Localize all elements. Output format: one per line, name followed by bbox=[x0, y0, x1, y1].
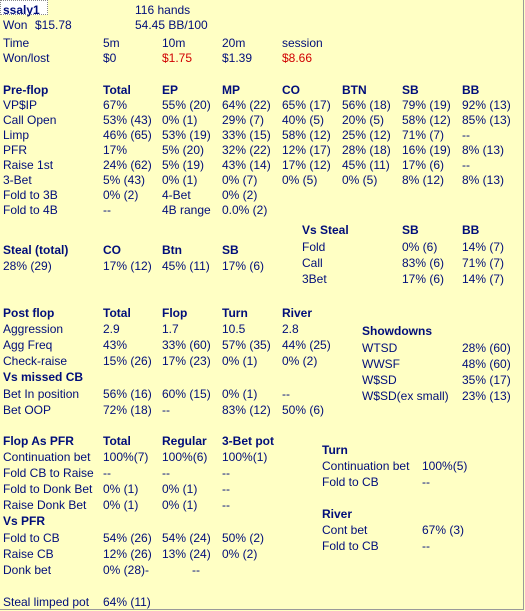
stat-cell: 85% (13) bbox=[462, 113, 511, 127]
period-10m: 10m bbox=[162, 36, 186, 50]
stat-cell: 79% (19) bbox=[402, 98, 451, 112]
stat-cell: 17% (12) bbox=[103, 259, 152, 273]
row-label: Donk bet bbox=[3, 563, 52, 577]
steal-col-co: CO bbox=[103, 243, 121, 257]
postflop-col-turn: Turn bbox=[222, 306, 248, 320]
river-title: River bbox=[322, 507, 353, 521]
stat-cell: 0% (1) bbox=[162, 482, 198, 496]
row-label: Raise CB bbox=[3, 547, 54, 561]
stat-cell: -- bbox=[462, 128, 470, 142]
stat-cell: 0% (2) bbox=[222, 547, 258, 561]
stat-cell: 15% (26) bbox=[103, 354, 152, 368]
stat-cell: -- bbox=[103, 466, 111, 480]
steal-title: Steal (total) bbox=[3, 243, 69, 257]
vs-pfr-title: Vs PFR bbox=[3, 514, 46, 528]
row-label: Raise Donk Bet bbox=[3, 498, 87, 512]
stat-cell: 58% (12) bbox=[402, 113, 451, 127]
stat-cell: -- bbox=[222, 498, 230, 512]
row-label: Continuation bet bbox=[3, 450, 91, 464]
stat-cell: 0% (1) bbox=[162, 173, 198, 187]
stat-cell: -- bbox=[222, 466, 230, 480]
hands-count: 116 hands bbox=[135, 3, 191, 17]
stat-cell: 43% bbox=[103, 338, 128, 352]
stat-cell: 0% (1) bbox=[162, 113, 198, 127]
four-bet-range-label: 4B range bbox=[162, 203, 211, 217]
stat-cell: -- bbox=[422, 539, 430, 553]
stat-cell: 0% (5) bbox=[282, 173, 318, 187]
stat-cell: 57% (35) bbox=[222, 338, 271, 352]
row-label: Fold CB to Raise bbox=[3, 466, 94, 480]
row-label: Fold to 3B bbox=[3, 188, 58, 202]
wonlost-session: $8.66 bbox=[282, 51, 313, 65]
stat-cell: 60% (15) bbox=[162, 387, 211, 401]
stat-cell: 71% (7) bbox=[462, 256, 505, 270]
player-name: ssaly1 bbox=[3, 3, 40, 17]
stat-cell: 20% (5) bbox=[342, 113, 385, 127]
stat-cell: -- bbox=[162, 403, 170, 417]
row-label: Limp bbox=[3, 128, 30, 142]
stat-cell: 83% (6) bbox=[402, 256, 445, 270]
time-label: Time bbox=[3, 36, 30, 50]
stat-cell: 53% (19) bbox=[162, 128, 211, 142]
vs-steal-col-bb: BB bbox=[462, 223, 480, 237]
stat-cell: 0% (2) bbox=[222, 188, 258, 202]
flop-pfr-title: Flop As PFR bbox=[3, 434, 74, 448]
four-bet-label: 4-Bet bbox=[162, 188, 191, 202]
period-session: session bbox=[282, 36, 323, 50]
wonlost-20m: $1.39 bbox=[222, 51, 253, 65]
stat-cell: 48% (60) bbox=[462, 357, 511, 371]
stat-cell: 23% (13) bbox=[462, 389, 511, 403]
row-label: Fold to 4B bbox=[3, 203, 58, 217]
stat-cell: 0.0% (2) bbox=[222, 203, 268, 217]
stat-cell: 13% (24) bbox=[162, 547, 211, 561]
stat-cell: 0% (2) bbox=[103, 188, 139, 202]
stat-cell: 17% (23) bbox=[162, 354, 211, 368]
stat-cell: 92% (13) bbox=[462, 98, 511, 112]
stat-cell: 24% (62) bbox=[103, 158, 152, 172]
stat-cell: 17% bbox=[103, 143, 128, 157]
postflop-col-total: Total bbox=[103, 306, 131, 320]
stat-cell: 14% (7) bbox=[462, 240, 505, 254]
preflop-col-bb: BB bbox=[462, 83, 480, 97]
row-label: 3Bet bbox=[302, 272, 327, 286]
stat-cell: 0% (1) bbox=[162, 498, 198, 512]
preflop-col-btn: BTN bbox=[342, 83, 367, 97]
stat-cell: 65% (17) bbox=[282, 98, 331, 112]
stat-cell: 72% (18) bbox=[103, 403, 152, 417]
row-label: Fold to CB bbox=[322, 475, 379, 489]
stat-cell: -- bbox=[162, 466, 170, 480]
stat-cell: 28% (60) bbox=[462, 341, 511, 355]
turn-title: Turn bbox=[322, 443, 348, 457]
row-label: Fold to CB bbox=[322, 539, 379, 553]
row-label: Fold to Donk Bet bbox=[3, 482, 93, 496]
stat-cell: 17% (12) bbox=[282, 158, 331, 172]
row-label: VP$IP bbox=[3, 98, 38, 112]
stat-cell: 33% (60) bbox=[162, 338, 211, 352]
row-label: Check-raise bbox=[3, 354, 68, 368]
stat-cell: 14% (7) bbox=[462, 272, 505, 286]
stat-cell: 43% (14) bbox=[222, 158, 271, 172]
stat-cell: 45% (11) bbox=[342, 158, 390, 172]
row-label: 3-Bet bbox=[3, 173, 32, 187]
stat-cell: 5% (19) bbox=[162, 158, 205, 172]
stat-cell: 2.8 bbox=[282, 322, 299, 336]
row-label: WTSD bbox=[362, 341, 398, 355]
stat-cell: 46% (65) bbox=[103, 128, 152, 142]
stat-cell: 2.9 bbox=[103, 322, 120, 336]
row-label: PFR bbox=[3, 143, 27, 157]
period-5m: 5m bbox=[103, 36, 120, 50]
stat-cell: 40% (5) bbox=[282, 113, 325, 127]
stat-cell: 0% (2) bbox=[282, 354, 318, 368]
wonlost-5m: $0 bbox=[103, 51, 117, 65]
stat-cell: 16% (19) bbox=[402, 143, 451, 157]
stat-cell: 10.5 bbox=[222, 322, 246, 336]
row-label: Cont bet bbox=[322, 523, 368, 537]
preflop-col-co: CO bbox=[282, 83, 300, 97]
row-label: Call Open bbox=[3, 113, 57, 127]
preflop-col-total: Total bbox=[103, 83, 131, 97]
stat-cell: 32% (22) bbox=[222, 143, 271, 157]
stat-cell: 0% (5) bbox=[342, 173, 378, 187]
stat-cell: 1.7 bbox=[162, 322, 179, 336]
stat-cell: 83% (12) bbox=[222, 403, 271, 417]
stat-cell: 67% bbox=[103, 98, 128, 112]
preflop-col-ep: EP bbox=[162, 83, 179, 97]
postflop-col-flop: Flop bbox=[162, 306, 188, 320]
stat-cell: 50% (6) bbox=[282, 403, 325, 417]
steal-limped-label: Steal limped pot bbox=[3, 595, 90, 609]
stat-cell: 67% (3) bbox=[422, 523, 465, 537]
stat-cell: 100%(6) bbox=[162, 450, 208, 464]
row-label: W$SD(ex small) bbox=[362, 389, 449, 403]
preflop-col-mp: MP bbox=[222, 83, 240, 97]
stat-cell: 100%(1) bbox=[222, 450, 268, 464]
stat-cell: 0% (1) bbox=[103, 498, 139, 512]
flop-pfr-col-regular: Regular bbox=[162, 434, 207, 448]
stat-cell: 0% (6) bbox=[402, 240, 438, 254]
steal-col-btn: Btn bbox=[162, 243, 182, 257]
row-label: Fold bbox=[302, 240, 326, 254]
stat-cell: 56% (18) bbox=[342, 98, 391, 112]
preflop-title: Pre-flop bbox=[3, 83, 49, 97]
row-label: Raise 1st bbox=[3, 158, 54, 172]
row-label: Bet OOP bbox=[3, 403, 52, 417]
row-label: Bet In position bbox=[3, 387, 80, 401]
stat-cell: 8% (13) bbox=[462, 173, 505, 187]
won-label: Won bbox=[3, 18, 28, 32]
wonlost-label: Won/lost bbox=[3, 51, 50, 65]
postflop-title: Post flop bbox=[3, 306, 55, 320]
postflop-col-river: River bbox=[282, 306, 313, 320]
stat-cell: 12% (17) bbox=[282, 143, 331, 157]
stat-cell: 8% (13) bbox=[462, 143, 505, 157]
stat-cell: 0% (7) bbox=[222, 173, 258, 187]
won-value: $15.78 bbox=[35, 18, 72, 32]
steal-limped-value: 64% (11) bbox=[103, 595, 151, 609]
stat-cell: 100%(5) bbox=[422, 459, 468, 473]
bb-per-100: 54.45 BB/100 bbox=[135, 18, 208, 32]
stat-cell: 0% (1) bbox=[222, 354, 258, 368]
row-label: Agg Freq bbox=[3, 338, 53, 352]
stat-cell: 54% (26) bbox=[103, 531, 152, 545]
stat-cell: 50% (2) bbox=[222, 531, 265, 545]
stat-cell: 33% (15) bbox=[222, 128, 271, 142]
stat-cell: 17% (6) bbox=[402, 272, 445, 286]
stat-cell: 54% (24) bbox=[162, 531, 211, 545]
stat-cell: -- bbox=[192, 563, 200, 577]
stat-cell: 58% (12) bbox=[282, 128, 331, 142]
stat-cell: 0% (28)- bbox=[103, 563, 150, 577]
stat-cell: 35% (17) bbox=[462, 373, 511, 387]
stat-cell: 45% (11) bbox=[162, 259, 210, 273]
showdowns-title: Showdowns bbox=[362, 324, 432, 338]
row-label: Continuation bet bbox=[322, 459, 410, 473]
stat-cell: 28% (18) bbox=[342, 143, 391, 157]
stat-cell: 0% (1) bbox=[222, 387, 258, 401]
stat-cell: 12% (26) bbox=[103, 547, 152, 561]
flop-pfr-col-total: Total bbox=[103, 434, 131, 448]
stat-cell: 44% (25) bbox=[282, 338, 331, 352]
stat-cell: 71% (7) bbox=[402, 128, 445, 142]
steal-col-sb: SB bbox=[222, 243, 239, 257]
row-label: Fold to CB bbox=[3, 531, 60, 545]
stat-cell: 64% (22) bbox=[222, 98, 271, 112]
stat-cell: 8% (12) bbox=[402, 173, 445, 187]
wonlost-10m: $1.75 bbox=[162, 51, 193, 65]
steal-total: 28% (29) bbox=[3, 259, 52, 273]
vs-steal-title: Vs Steal bbox=[302, 223, 349, 237]
missed-cb-title: Vs missed CB bbox=[3, 370, 84, 384]
preflop-col-sb: SB bbox=[402, 83, 419, 97]
stat-cell: 25% (12) bbox=[342, 128, 391, 142]
stat-cell: -- bbox=[462, 158, 470, 172]
flop-pfr-col-3bet: 3-Bet pot bbox=[222, 434, 274, 448]
stat-cell: -- bbox=[103, 203, 111, 217]
stat-cell: 5% (43) bbox=[103, 173, 146, 187]
row-label: W$SD bbox=[362, 373, 397, 387]
row-label: WWSF bbox=[362, 357, 400, 371]
row-label: Aggression bbox=[3, 322, 64, 336]
stat-cell: 56% (16) bbox=[103, 387, 152, 401]
row-label: Call bbox=[302, 256, 323, 270]
stat-cell: -- bbox=[222, 482, 230, 496]
vs-steal-col-sb: SB bbox=[402, 223, 419, 237]
stat-cell: 17% (6) bbox=[222, 259, 265, 273]
period-20m: 20m bbox=[222, 36, 246, 50]
stat-cell: 100%(7) bbox=[103, 450, 149, 464]
stat-cell: 17% (6) bbox=[402, 158, 445, 172]
stat-cell: 55% (20) bbox=[162, 98, 211, 112]
stat-cell: -- bbox=[282, 387, 290, 401]
stat-cell: 53% (43) bbox=[103, 113, 152, 127]
stat-cell: 29% (7) bbox=[222, 113, 265, 127]
stat-cell: 5% (20) bbox=[162, 143, 205, 157]
stat-cell: -- bbox=[422, 475, 430, 489]
stat-cell: 0% (1) bbox=[103, 482, 139, 496]
